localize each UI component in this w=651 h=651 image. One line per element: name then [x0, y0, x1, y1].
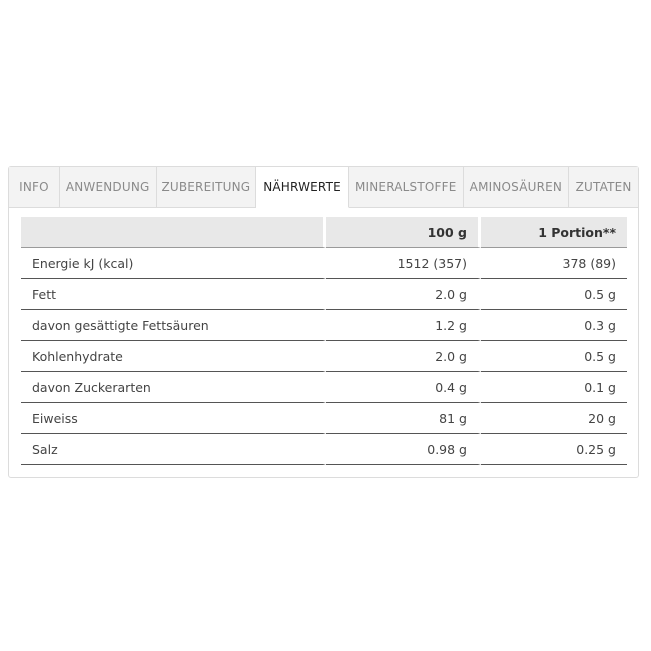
value-per-100g: 1.2 g: [326, 310, 481, 341]
value-per-100g: 2.0 g: [326, 279, 481, 310]
table-row: [21, 341, 627, 372]
nutrient-name: Salz: [21, 434, 326, 465]
tab-zutaten[interactable]: [569, 167, 638, 207]
tab-anwendung[interactable]: [60, 167, 157, 207]
value-per-100g: 1512 (357): [326, 248, 481, 279]
product-info-panel: [8, 166, 639, 478]
table-row: [21, 434, 627, 465]
value-per-100g: 2.0 g: [326, 341, 481, 372]
nutrient-name: Energie kJ (kcal): [21, 248, 326, 279]
value-per-100g: 0.98 g: [326, 434, 481, 465]
table-row: [21, 279, 627, 310]
nutrient-name: davon gesättigte Fettsäuren: [21, 310, 326, 341]
table-header-row: [21, 217, 627, 248]
value-per-portion: 378 (89): [481, 248, 627, 279]
nutrient-name: davon Zuckerarten: [21, 372, 326, 403]
value-per-100g: 81 g: [326, 403, 481, 434]
table-row: [21, 310, 627, 341]
value-per-portion: 0.1 g: [481, 372, 627, 403]
tab-info[interactable]: [9, 167, 60, 207]
value-per-portion: 0.3 g: [481, 310, 627, 341]
nutrition-table: [21, 217, 627, 465]
tab-info-label: INFO: [19, 180, 49, 194]
nutrient-name: Fett: [21, 279, 326, 310]
tab-naehrwerte[interactable]: [256, 167, 349, 208]
tab-zubereitung-label: ZUBEREITUNG: [161, 180, 251, 194]
tab-mineralstoffe-label: MINERALSTOFFE: [354, 180, 457, 194]
tab-aminosaeuren-label: AMINOSÄUREN: [469, 180, 563, 194]
table-row: [21, 372, 627, 403]
column-header-per-100g: 100 g: [326, 217, 481, 248]
nutrient-name: Eiweiss: [21, 403, 326, 434]
tab-mineralstoffe[interactable]: [349, 167, 464, 207]
tab-bar: [9, 167, 638, 208]
tab-anwendung-label: ANWENDUNG: [65, 180, 150, 194]
column-header-nutrient: [21, 217, 326, 248]
table-row: [21, 403, 627, 434]
value-per-portion: 0.5 g: [481, 279, 627, 310]
tab-aminosaeuren[interactable]: [464, 167, 570, 207]
table-row: [21, 248, 627, 279]
value-per-portion: 20 g: [481, 403, 627, 434]
tab-naehrwerte-label: NÄHRWERTE: [263, 180, 341, 194]
tab-zubereitung[interactable]: [157, 167, 257, 207]
value-per-100g: 0.4 g: [326, 372, 481, 403]
value-per-portion: 0.25 g: [481, 434, 627, 465]
value-per-portion: 0.5 g: [481, 341, 627, 372]
column-header-per-portion: 1 Portion**: [481, 217, 627, 248]
nutrient-name: Kohlenhydrate: [21, 341, 326, 372]
tab-zutaten-label: ZUTATEN: [575, 180, 632, 194]
